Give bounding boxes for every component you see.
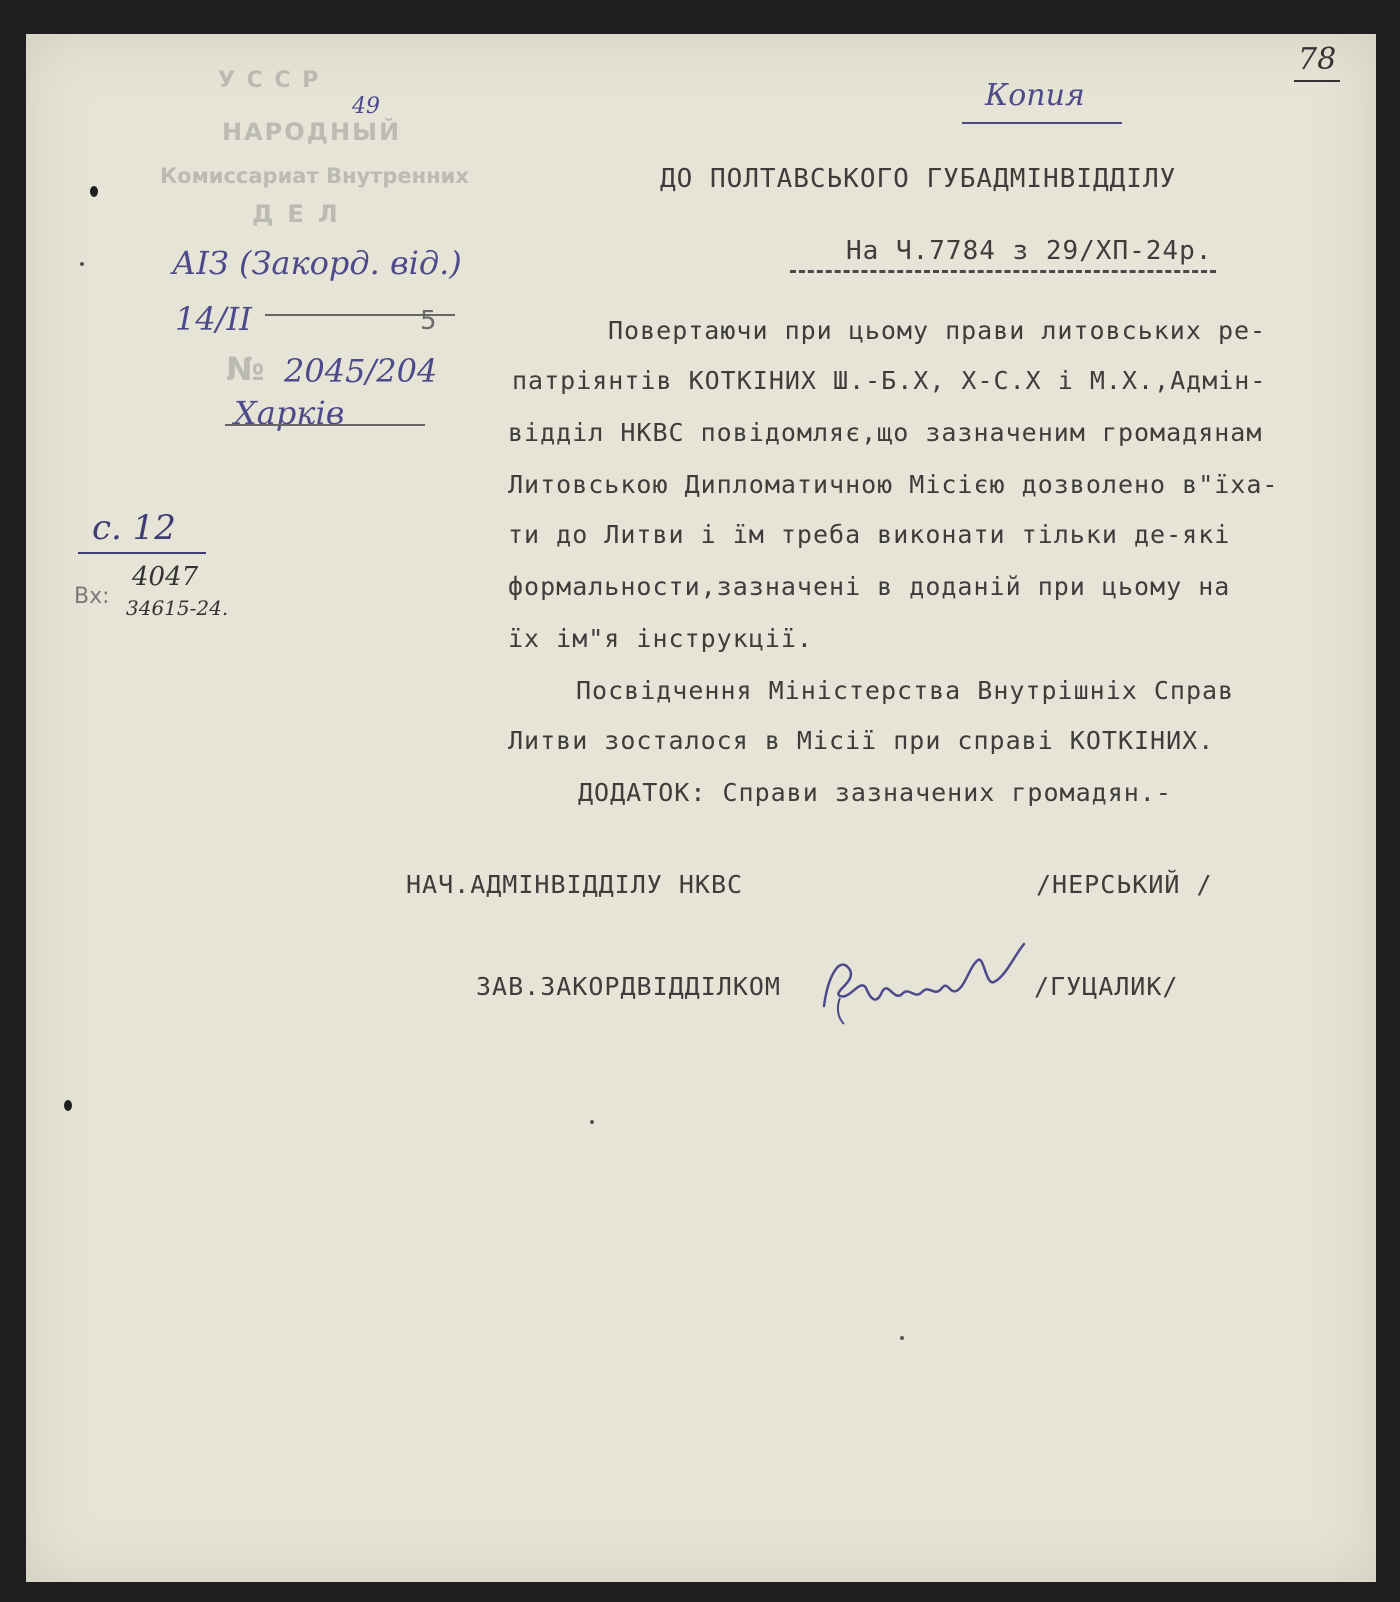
stamp-prefix-no: № — [226, 350, 267, 388]
handwritten-signature — [810, 936, 1040, 1026]
city-underline — [225, 424, 425, 426]
paragraph1-line-2: патріянтів КОТКІНИХ Ш.-Б.Х, Х-С.Х і М.Х.,Адмін- — [512, 366, 1267, 395]
stamp-line-4: ДЕЛ — [252, 200, 352, 228]
ink-speck — [590, 1120, 594, 1124]
stamp-handwritten-number: 49 — [352, 94, 380, 119]
handwritten-date: 14/ІІ — [175, 300, 252, 338]
paragraph1-line-1: Повертаючи при цьому прави литовських ре- — [608, 316, 1267, 345]
handwritten-sub-number: 34615-24. — [126, 596, 229, 620]
copy-mark-underline — [962, 122, 1122, 124]
punch-hole-1 — [90, 186, 98, 197]
letter-reference: На Ч.7784 з 29/ХП-24р. — [846, 236, 1213, 266]
paragraph1-line-6: формальности,зазначені в доданій при цьому на — [508, 572, 1231, 601]
handwritten-reg-number: 2045/204 — [284, 352, 438, 390]
handwritten-c-number: с. 12 — [92, 508, 176, 548]
reference-dashed-rule — [790, 270, 1216, 273]
chief-title: НАЧ.АДМІНВІДДІЛУ НКВС — [406, 870, 744, 899]
stamp-line-1: У С С Р — [218, 68, 321, 93]
paragraph1-line-7: їх ім"я інструкції. — [508, 624, 813, 653]
paragraph2-line-1: Посвідчення Міністерства Внутрішніх Справ — [576, 676, 1235, 705]
page-number: 78 — [1298, 42, 1337, 77]
paragraph1-line-5: ти до Литви і їм треба виконати тільки де-які — [508, 520, 1231, 549]
date-underline — [265, 314, 455, 316]
attachment-line: ДОДАТОК: Справи зазначених громадян.- — [578, 778, 1172, 807]
handwritten-city: Харків — [234, 394, 345, 432]
chief-name: /НЕРСЬКИЙ / — [1036, 870, 1213, 899]
ink-speck — [80, 262, 84, 266]
stamp-line-2: НАРОДНЫЙ — [222, 118, 402, 146]
page-number-underline — [1294, 80, 1340, 82]
paragraph1-line-4: Литовською Дипломатичною Місією дозволено в"їха- — [508, 470, 1279, 499]
punch-hole-2 — [64, 1100, 72, 1111]
letter-addressee: ДО ПОЛТАВСЬКОГО ГУБАДМІНВІДДІЛУ — [660, 164, 1177, 194]
head-title: ЗАВ.ЗАКОРДВІДДІЛКОМ — [476, 972, 781, 1001]
stamp-prefix-vkh: Вх: — [74, 584, 110, 609]
c-number-underline — [78, 552, 206, 554]
ink-speck — [900, 1336, 904, 1340]
stamp-line-3: Комиссариат Внутренних — [160, 164, 469, 188]
copy-mark: Копия — [985, 78, 1085, 113]
handwritten-vkh-number: 4047 — [132, 562, 199, 592]
handwritten-department: АІЗ (Закорд. від.) — [172, 244, 462, 282]
paragraph2-line-2: Литви зосталося в Місії при справі КОТКІНИХ. — [508, 726, 1215, 755]
head-name: /ГУЦАЛИК/ — [1034, 972, 1179, 1001]
paragraph1-line-3: відділ НКВС повідомляє,що зазначеним громадянам — [508, 418, 1263, 447]
stamp-digit: 5 — [420, 306, 439, 336]
